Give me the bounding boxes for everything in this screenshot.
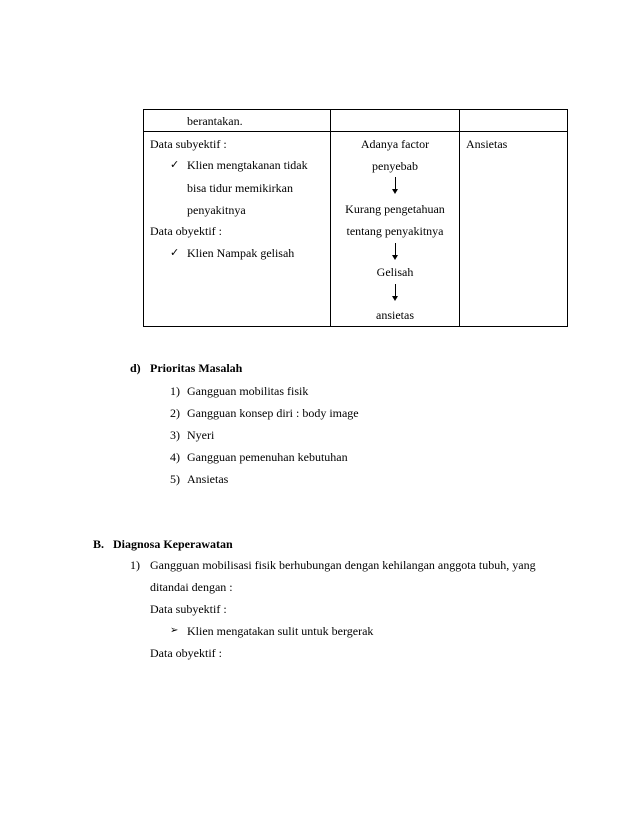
table-column-divider: [330, 109, 331, 327]
subjective-heading: Data subyektif :: [150, 602, 227, 616]
subjective-item-line: Klien mengtakanan tidak: [187, 158, 308, 172]
diagnosis-text: ditandai dengan :: [150, 580, 233, 594]
down-arrow-icon: [392, 189, 398, 194]
section-title: Prioritas Masalah: [150, 361, 243, 375]
subjective-item-line: bisa tidur memikirkan: [187, 181, 293, 195]
subjective-item-line: penyakitnya: [187, 203, 246, 217]
subjective-heading: Data subyektif :: [150, 137, 227, 151]
list-item-number: 5): [170, 472, 180, 486]
list-item-number: 1): [170, 384, 180, 398]
table-continued-text: berantakan.: [187, 114, 243, 128]
table-row-divider: [143, 131, 568, 132]
etiology-text: penyebab: [372, 159, 418, 173]
arrow-bullet-icon: ➢: [170, 625, 179, 636]
list-item: Gangguan pemenuhan kebutuhan: [187, 450, 348, 464]
etiology-text: Kurang pengetahuan: [345, 202, 445, 216]
etiology-text: tentang penyakitnya: [346, 224, 444, 238]
diagnosis-text: Gangguan mobilisasi fisik berhubungan dengan kehilangan anggota tubuh, yang: [150, 558, 536, 572]
objective-item: Klien Nampak gelisah: [187, 246, 295, 260]
problem-text: Ansietas: [466, 137, 508, 151]
list-item-number: 1): [130, 558, 140, 572]
down-arrow-icon: [392, 296, 398, 301]
etiology-text: ansietas: [376, 308, 414, 322]
subjective-item: Klien mengatakan sulit untuk bergerak: [187, 624, 374, 638]
list-item: Ansietas: [187, 472, 229, 486]
list-item-number: 2): [170, 406, 180, 420]
list-item-number: 4): [170, 450, 180, 464]
objective-heading: Data obyektif :: [150, 646, 222, 660]
table-column-divider: [459, 109, 460, 327]
section-marker: B.: [93, 537, 105, 551]
check-icon: ✓: [170, 158, 180, 171]
list-item: Gangguan konsep diri : body image: [187, 406, 359, 420]
section-title: Diagnosa Keperawatan: [113, 537, 233, 551]
etiology-text: Gelisah: [376, 265, 414, 279]
etiology-text: Adanya factor: [360, 137, 430, 151]
down-arrow-icon: [392, 255, 398, 260]
list-item: Nyeri: [187, 428, 215, 442]
check-icon: ✓: [170, 246, 180, 259]
list-item: Gangguan mobilitas fisik: [187, 384, 309, 398]
section-marker: d): [130, 361, 141, 375]
list-item-number: 3): [170, 428, 180, 442]
objective-heading: Data obyektif :: [150, 224, 222, 238]
